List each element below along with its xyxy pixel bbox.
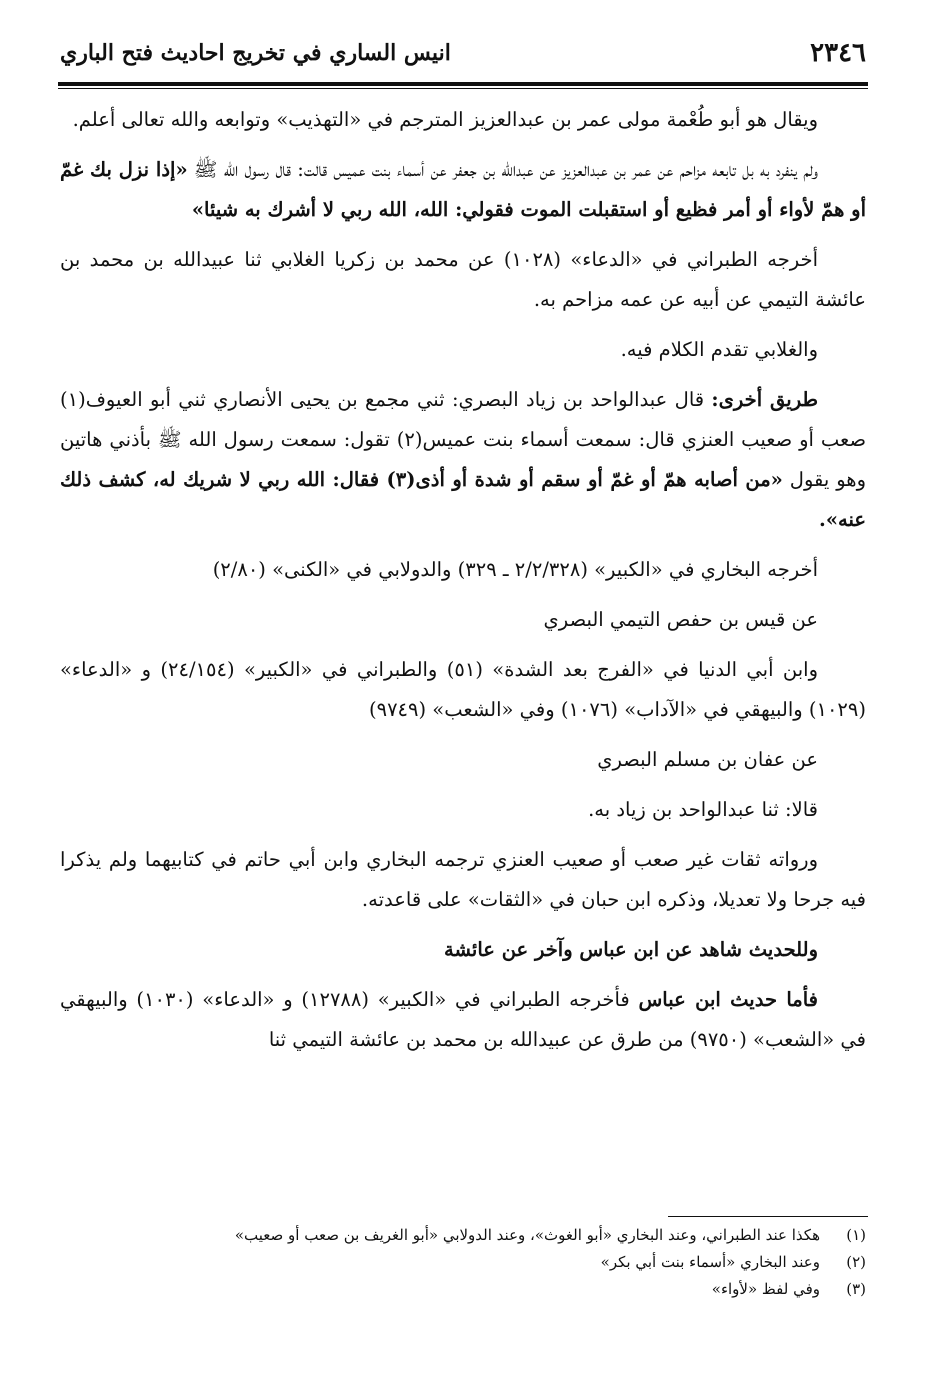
paragraph bbox=[60, 740, 866, 780]
running-title: انيس الساري في تخريج احاديث فتح الباري bbox=[60, 40, 451, 66]
main-text bbox=[60, 100, 866, 1070]
bold-text-run: طريق أخرى: bbox=[711, 388, 819, 411]
text-run: ورواته ثقات غير صعب أو صعيب العنزي ترجمه البخاري وابن أبي حاتم في كتابيهما ولم يذكرا فيه جرحا ولا تعديلا، وذكره ابن حبان في «الثقات» على قاعدته. bbox=[60, 848, 866, 911]
footnote-separator bbox=[668, 1216, 868, 1217]
page-number: ٢٣٤٦ bbox=[810, 38, 866, 68]
paragraph bbox=[60, 650, 866, 730]
text-run: وابن أبي الدنيا في «الفرج بعد الشدة» (٥١) والطبراني في «الكبير» (٢٤/١٥٤) و «الدعاء» (١٠٢٩) والبيهقي في «الآداب» (١٠٧٦) وفي «الشعب» (٩٧٤٩) bbox=[60, 658, 866, 721]
paragraph bbox=[60, 980, 866, 1060]
footnote-text: هكذا عند الطبراني، وعند البخاري «أبو الغوث»، وعند الدولابي «أبو الغريف بن صعب أو صعيب» bbox=[234, 1226, 820, 1244]
text-run: عن قيس بن حفص التيمي البصري bbox=[543, 608, 818, 631]
text-run: قالا: ثنا عبدالواحد بن زياد به. bbox=[588, 798, 818, 821]
paragraph bbox=[60, 240, 866, 320]
bold-text-run: وللحديث شاهد عن ابن عباس وآخر عن عائشة bbox=[444, 938, 818, 961]
header-rule bbox=[58, 82, 868, 86]
paragraph bbox=[60, 790, 866, 830]
footnote-text: وفي لفظ «لأواء» bbox=[711, 1280, 820, 1298]
text-run: أخرجه الطبراني في «الدعاء» (١٠٢٨) عن محمد بن زكريا الغلابي ثنا عبيدالله بن محمد بن عائشة التيمي عن أبيه عن عمه مزاحم به. bbox=[60, 248, 866, 311]
text-run: والغلابي تقدم الكلام فيه. bbox=[620, 338, 818, 361]
bold-text-run: فأما حديث ابن عباس bbox=[638, 988, 818, 1011]
footnote-number: (١) bbox=[846, 1226, 866, 1244]
text-run: قال عبدالواحد بن زياد البصري: ثني مجمع بن يحيى الأنصاري ثني أبو العيوف(١) صعب أو صعيب العنزي قال: سمعت أسماء بنت عميس(٢) تقول: سمعت رسول الله ﷺ بأذني هاتين وهو يقول bbox=[60, 388, 867, 491]
footnote-number: (٢) bbox=[846, 1253, 866, 1271]
text-run: عن عفان بن مسلم البصري bbox=[597, 748, 818, 771]
footnotes bbox=[60, 1222, 866, 1303]
footnote-number: (٣) bbox=[846, 1280, 866, 1298]
text-run: ولم ينفرد به بل تابعه مزاحم عن عمر بن عبدالعزيز عن عبدالله بن جعفر عن أسماء بنت عميس قالت: قال رسول الله ﷺ bbox=[187, 158, 818, 181]
paragraph bbox=[60, 380, 866, 540]
footnote bbox=[60, 1276, 866, 1303]
paragraph bbox=[60, 150, 866, 230]
header-rule-thin bbox=[58, 88, 868, 89]
text-run: أخرجه البخاري في «الكبير» (٢/٢/٣٢٨ ـ ٣٢٩) والدولابي في «الكنى» (٢/٨٠) bbox=[212, 558, 818, 581]
paragraph bbox=[60, 330, 866, 370]
paragraph bbox=[60, 840, 866, 920]
text-run: ويقال هو أبو طُعْمة مولى عمر بن عبدالعزيز المترجم في «التهذيب» وتوابعه والله تعالى أعلم. bbox=[72, 108, 818, 131]
bold-text-run: «من أصابه همّ أو غمّ أو سقم أو شدة أو أذى(٣) فقال: الله ربي لا شريك له، كشف ذلك عنه». bbox=[60, 468, 866, 531]
paragraph bbox=[60, 930, 866, 970]
paragraph bbox=[60, 550, 866, 590]
bold-text-run: «إذا نزل بك غمّ أو همّ لأواء أو أمر فظيع أو استقبلت الموت فقولي: الله، الله ربي لا أشرك به شيئا» bbox=[60, 158, 866, 221]
paragraph bbox=[60, 600, 866, 640]
footnote-text: وعند البخاري «أسماء بنت أبي بكر» bbox=[600, 1253, 820, 1271]
page-header bbox=[60, 38, 866, 78]
paragraph bbox=[60, 100, 866, 140]
footnote bbox=[60, 1249, 866, 1276]
footnote bbox=[60, 1222, 866, 1249]
text-run: فأخرجه الطبراني في «الكبير» (١٢٧٨٨) و «الدعاء» (١٠٣٠) والبيهقي في «الشعب» (٩٧٥٠) من طرق عن عبيدالله بن محمد بن عائشة التيمي ثنا bbox=[60, 988, 866, 1051]
